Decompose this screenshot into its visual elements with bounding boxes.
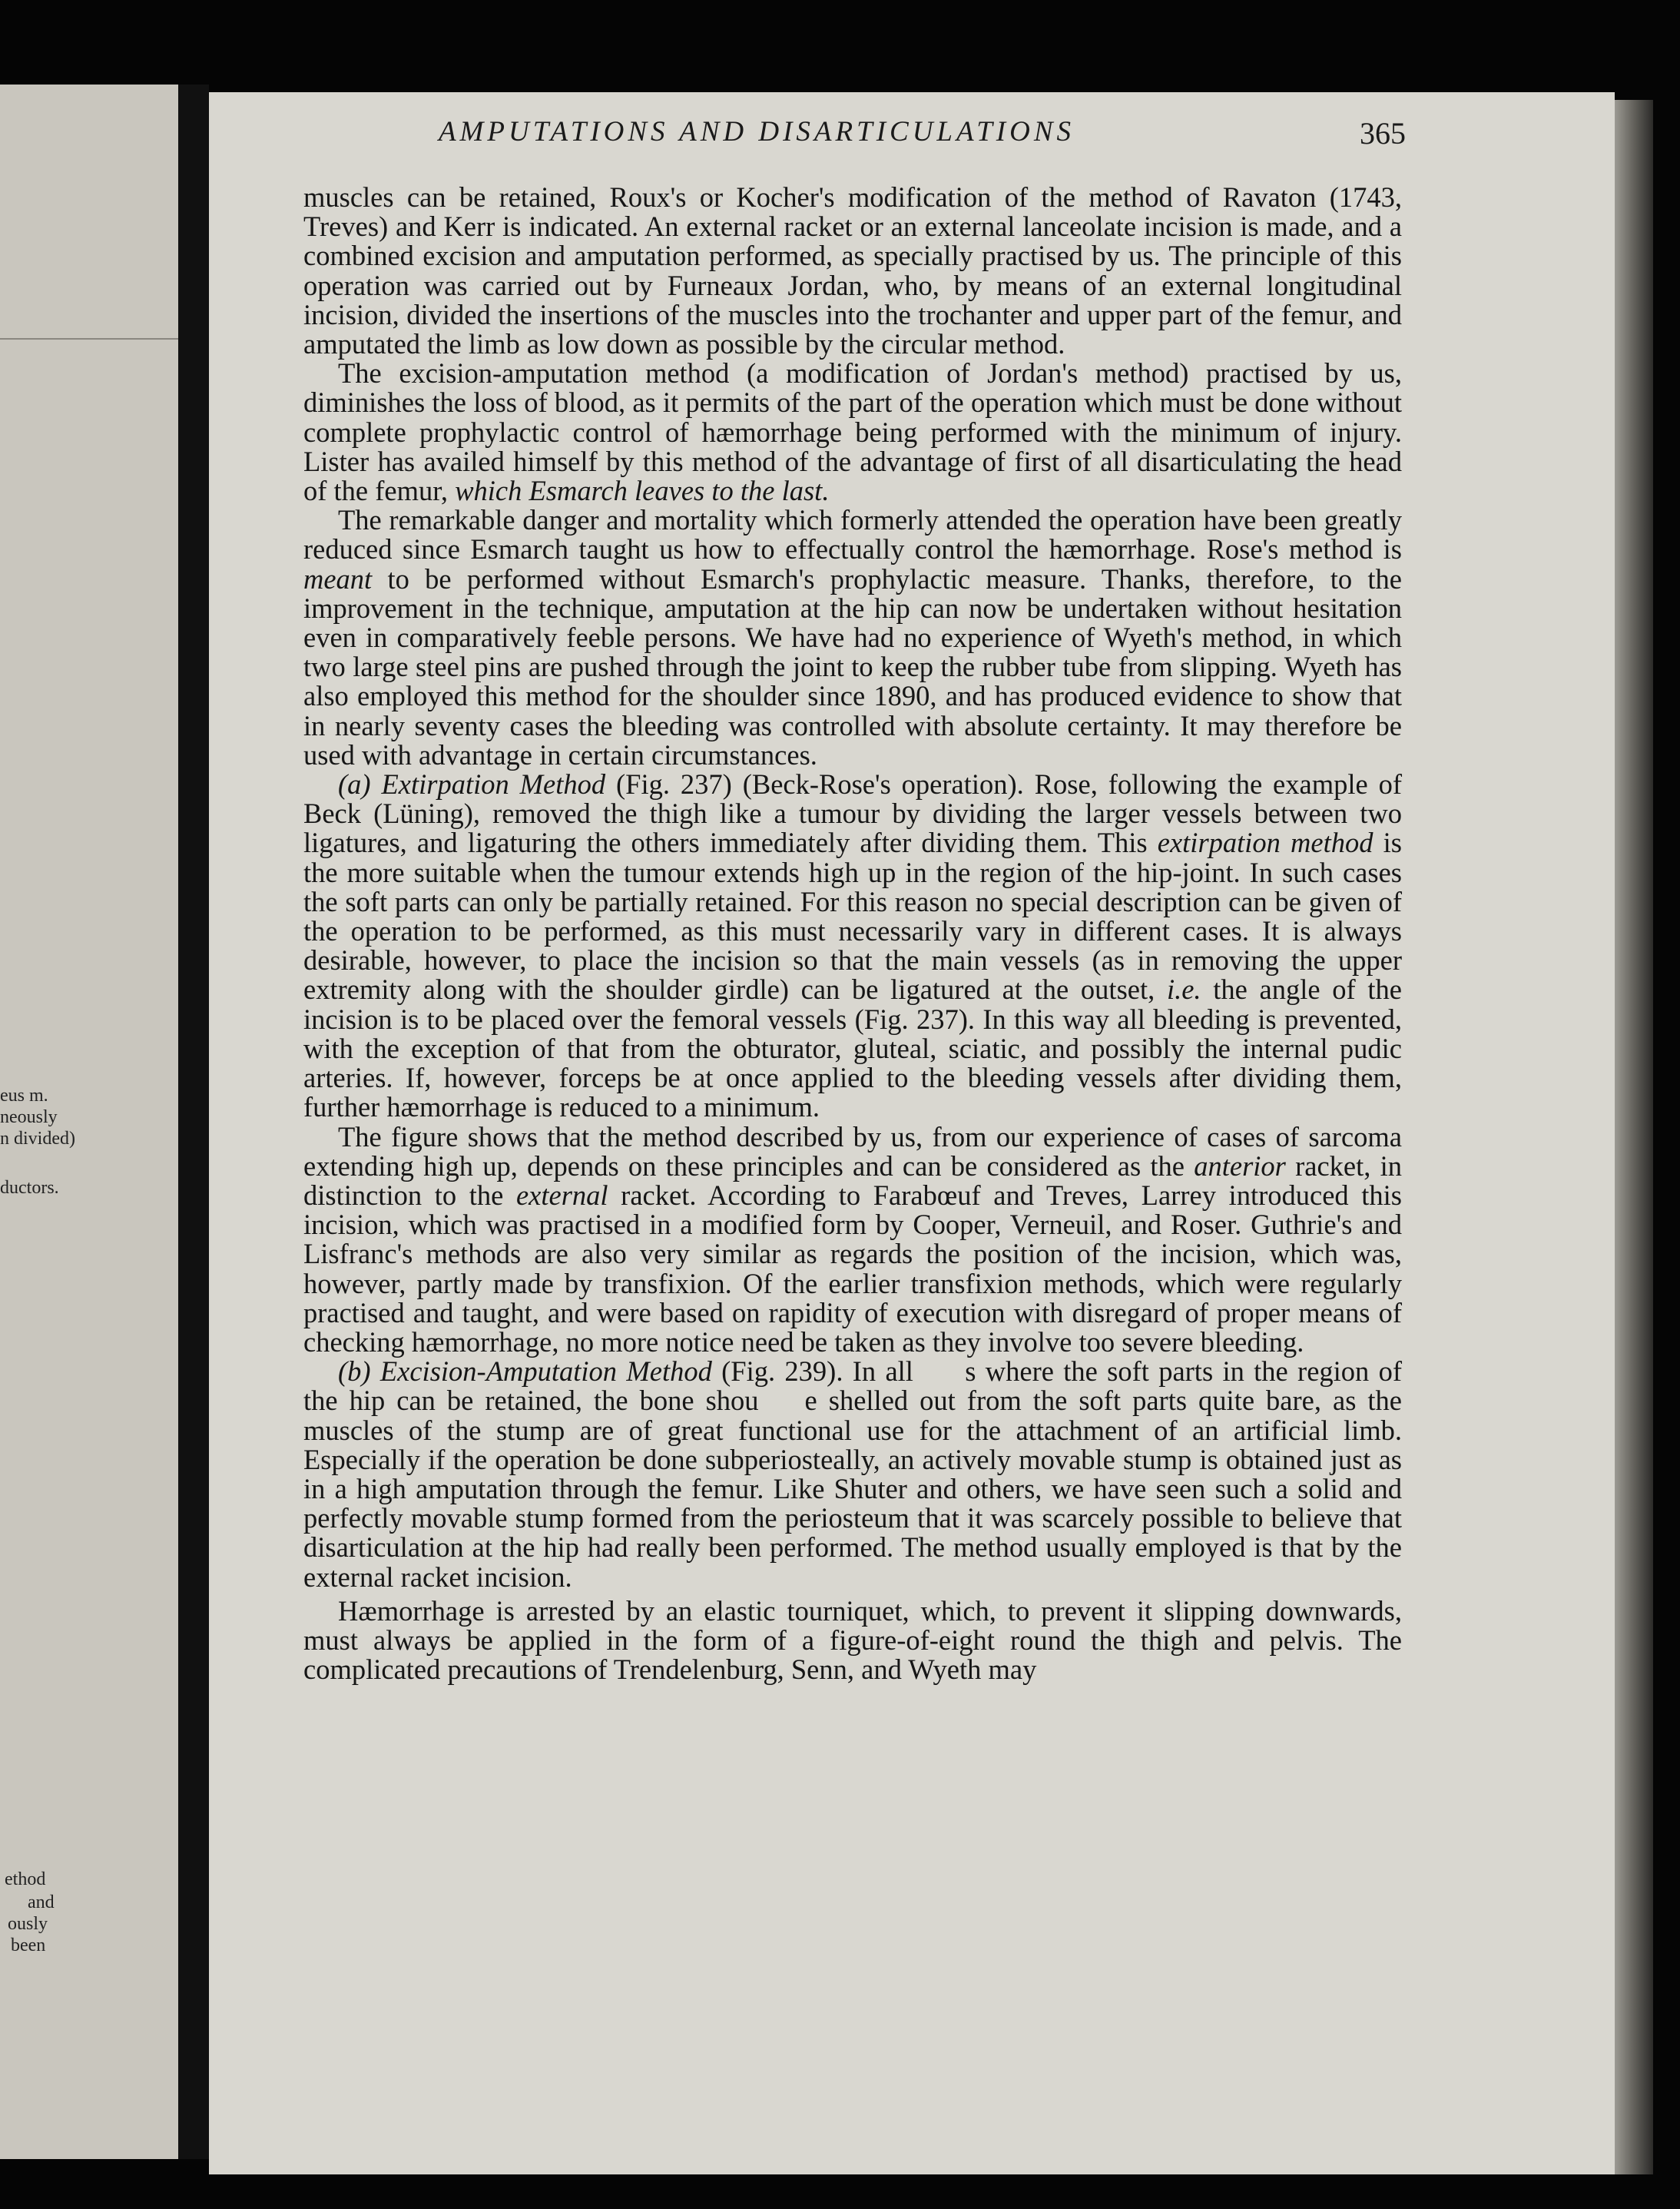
book-gutter: [178, 85, 209, 2159]
paragraph: The remarkable danger and mortality which formerly attended the operation have been greatly reduced since Esmarch taught us how to effectually control the hæmorrhage. Rose's method is meant to be performed without Esmarch's prophylactic measure. Thanks, therefore, to the improvement in the technique, amputation at the hip can now be undertaken without hesitation even in comparatively feeble persons. We have had no experience of Wyeth's method, in which two large steel pins are pushed through the joint to keep the rubber tube from slipping. Wyeth has also employed this method for the shoulder since 1890, and has produced evidence to show that in nearly seventy cases the bleeding was controlled with absolute certainty. It may therefore be used with advantage in certain circumstances.: [303, 504, 1402, 771]
paragraph: The figure shows that the method described by us, from our experience of cases of sarcoma extending high up, depends on these principles and can be considered as the anterior racket, in distinction to the external racket. According to Farabœuf and Treves, Larrey introduced this incision, which was practised in a modified form by Cooper, Verneuil, and Roser. Guthrie's and Lisfranc's methods are also very similar as regards the position of the incision, which was, however, partly made by transfixion. Of the earlier transfixion methods, which were regularly practised and taught, and were based on rapidity of execution with disregard of proper means of checking hæmorrhage, no more notice need be taken as they involve too severe bleeding.: [303, 1120, 1403, 1358]
running-head: AMPUTATIONS AND DISARTICULATIONS: [438, 116, 1075, 148]
margin-note: n divided): [0, 1129, 75, 1149]
section-heading: (a) Extirpation Method: [338, 768, 606, 801]
section-a-paragraph: (a) Extirpation Method (Fig. 237) (Beck-Rose's operation). Rose, following the example of Beck (Lüning), removed the thigh like a tumour by dividing the larger vessels between two ligatures, and ligaturing the others immediately after dividing them. This extirpation method is the more suitable when the tumour extends high up in the region of the hip-joint. In such cases the soft parts can only be partially retained. For this reason no special description can be given of the operation to be performed, as this must necessarily vary in different cases. It is always desirable, however, to place the incision so that the main vessels (as in removing the upper extremity along with the shoulder girdle) can be ligatured at the outset, i.e. the angle of the incision is to be placed over the femoral vessels (Fig. 237). In this way all bleeding is prevented, with the exception of that from the obturator, gluteal, sciatic, and possibly the internal pudic arteries. If, however, forceps be at once applied to the bleeding vessels after dividing them, further hæmorrhage is reduced to a minimum.: [303, 768, 1402, 1123]
page-edge: [1615, 100, 1653, 2174]
margin-note: eus m.: [0, 1086, 48, 1106]
section-b-paragraph: (b) Excision-Amputation Method (Fig. 239). In all s where the soft parts in the region of the hip can be retained, the bone shou e shelled out from the soft parts quite bare, as the muscles of the stump are of great functional use for the attachment of an artificial limb. Especially if the operation be done subperiosteally, an actively movable stump is obtained just as in a high amputation through the femur. Like Shuter and others, we have seen such a solid and perfectly movable stump formed from the periosteum that it was scarcely possible to believe that disarticulation at the hip had really been performed. The method usually employed is that by the external racket incision.: [303, 1355, 1403, 1593]
margin-note: and: [28, 1892, 55, 1912]
margin-note: ously: [8, 1914, 48, 1934]
margin-note: ethod: [5, 1869, 46, 1889]
body-text: [303, 183, 1402, 1684]
page-number: 365: [1360, 116, 1406, 151]
paragraph: muscles can be retained, Roux's or Kocher's modification of the method of Ravaton (1743, Treves) and Kerr is indicated. An external racket or an external lanceolate incision is made, and a combined excision and amputation performed, as specially practised by us. The principle of this operation was carried out by Furneaux Jordan, who, by means of an external longitudinal incision, divided the insertions of the muscles into the trochanter and upper part of the femur, and amputated the limb as low down as possible by the circular method.: [303, 181, 1402, 360]
left-page-fragment: [0, 85, 178, 2159]
paragraph: Hæmorrhage is arrested by an elastic tourniquet, which, to prevent it slipping downwards, must always be applied in the form of a figure-of-eight round the thigh and pelvis. The complicated precautions of Trendelenburg, Senn, and Wyeth may: [303, 1594, 1402, 1686]
margin-note: neously: [0, 1107, 58, 1127]
paragraph: The excision-amputation method (a modification of Jordan's method) practised by us, diminishes the loss of blood, as it permits of the part of the operation which must be done without complete prophylactic control of hæmorrhage being performed with the minimum of injury. Lister has availed himself by this method of the advantage of first of all disarticulating the head of the femur, which Esmarch leaves to the last.: [303, 357, 1402, 507]
margin-note: ductors.: [0, 1178, 59, 1198]
left-page-rule: [0, 338, 178, 340]
margin-note: been: [11, 1935, 46, 1955]
section-heading: (b) Excision-Amputation Method: [338, 1355, 712, 1388]
